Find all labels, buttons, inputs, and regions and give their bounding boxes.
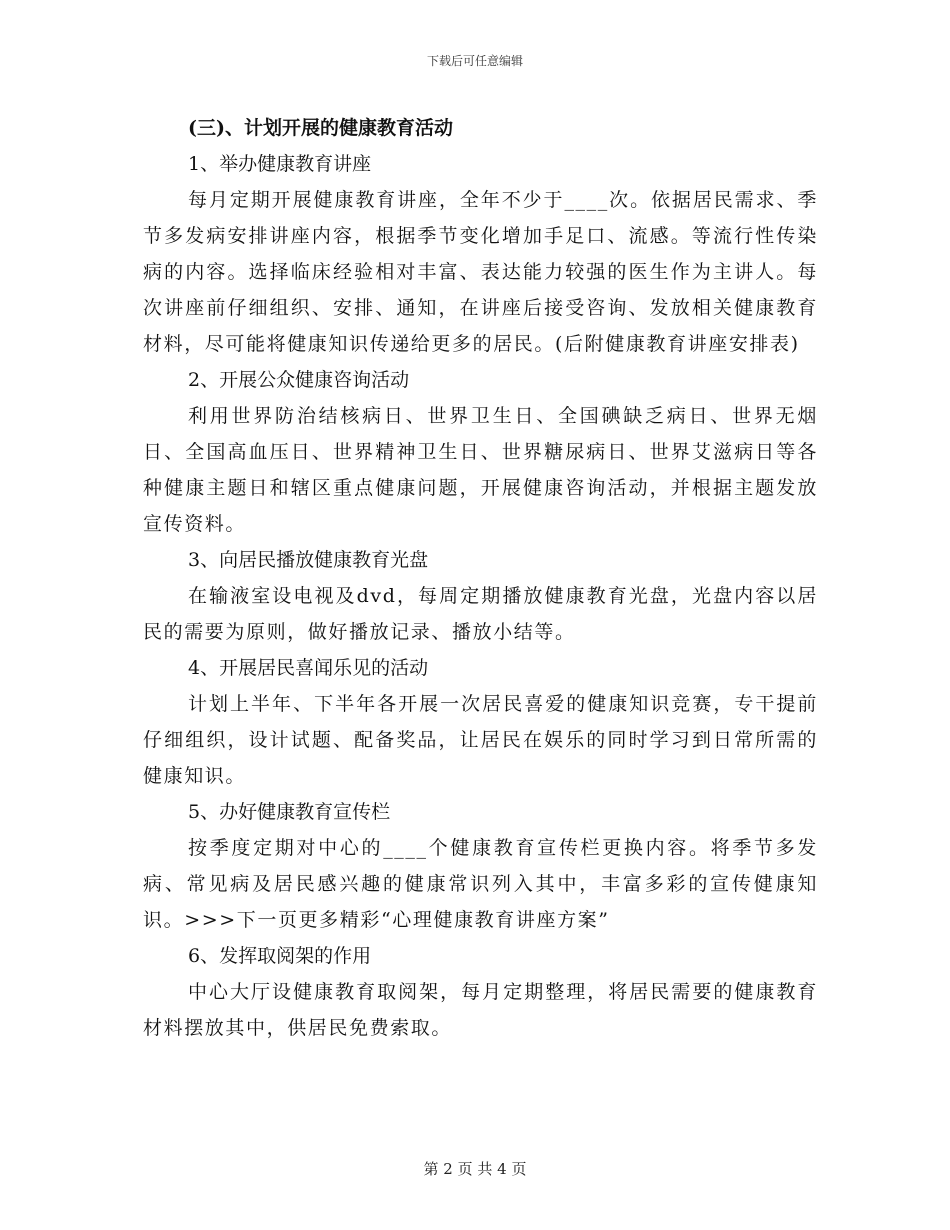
item-title: 2、开展公众健康咨询活动 bbox=[188, 369, 410, 391]
item-paragraph: 利用世界防治结核病日、世界卫生日、全国碘缺乏病日、世界无烟日、全国高血压日、世界精神卫生日、世界糖尿病日、世界艾滋病日等各种健康主题日和辖区重点健康问题，开展健康咨询活动，并根据主题发放宣传资料。 bbox=[143, 405, 818, 535]
item-title: 1、举办健康教育讲座 bbox=[188, 153, 372, 175]
item-title: 5、办好健康教育宣传栏 bbox=[188, 801, 391, 823]
section-title: (三)、计划开展的健康教育活动 bbox=[188, 117, 453, 139]
page-number: 第 2 页 共 4 页 bbox=[423, 1160, 527, 1178]
list-item bbox=[143, 542, 818, 650]
item-paragraph: 计划上半年、下半年各开展一次居民喜爱的健康知识竞赛，专干提前仔细组织，设计试题、配备奖品，让居民在娱乐的同时学习到日常所需的健康知识。 bbox=[143, 693, 818, 787]
list-item bbox=[143, 146, 818, 362]
item-paragraph: 每月定期开展健康教育讲座，全年不少于____次。依据居民需求、季节多发病安排讲座内容，根据季节变化增加手足口、流感。等流行性传染病的内容。选择临床经验相对丰富、表达能力较强的医生作为主讲人。每次讲座前仔细组织、安排、通知，在讲座后接受咨询、发放相关健康教育材料，尽可能将健康知识传递给更多的居民。(后附健康教育讲座安排表) bbox=[143, 189, 818, 355]
item-paragraph: 中心大厅设健康教育取阅架，每月定期整理，将居民需要的健康教育材料摆放其中，供居民免费索取。 bbox=[143, 981, 818, 1039]
list-item bbox=[143, 650, 818, 794]
document-body bbox=[143, 110, 818, 1046]
item-paragraph: 按季度定期对中心的____个健康教育宣传栏更换内容。将季节多发病、常见病及居民感兴趣的健康常识列入其中，丰富多彩的宣传健康知识。>>>下一页更多精彩“心理健康教育讲座方案” bbox=[143, 837, 818, 931]
list-item bbox=[143, 362, 818, 542]
header-note: 下载后可任意编辑 bbox=[426, 54, 523, 68]
item-title: 3、向居民播放健康教育光盘 bbox=[188, 549, 429, 571]
list-item bbox=[143, 938, 818, 1046]
item-title: 6、发挥取阅架的作用 bbox=[188, 945, 372, 967]
item-paragraph: 在输液室设电视及dvd，每周定期播放健康教育光盘，光盘内容以居民的需要为原则，做好播放记录、播放小结等。 bbox=[143, 585, 818, 643]
list-item bbox=[143, 794, 818, 938]
item-title: 4、开展居民喜闻乐见的活动 bbox=[188, 657, 429, 679]
